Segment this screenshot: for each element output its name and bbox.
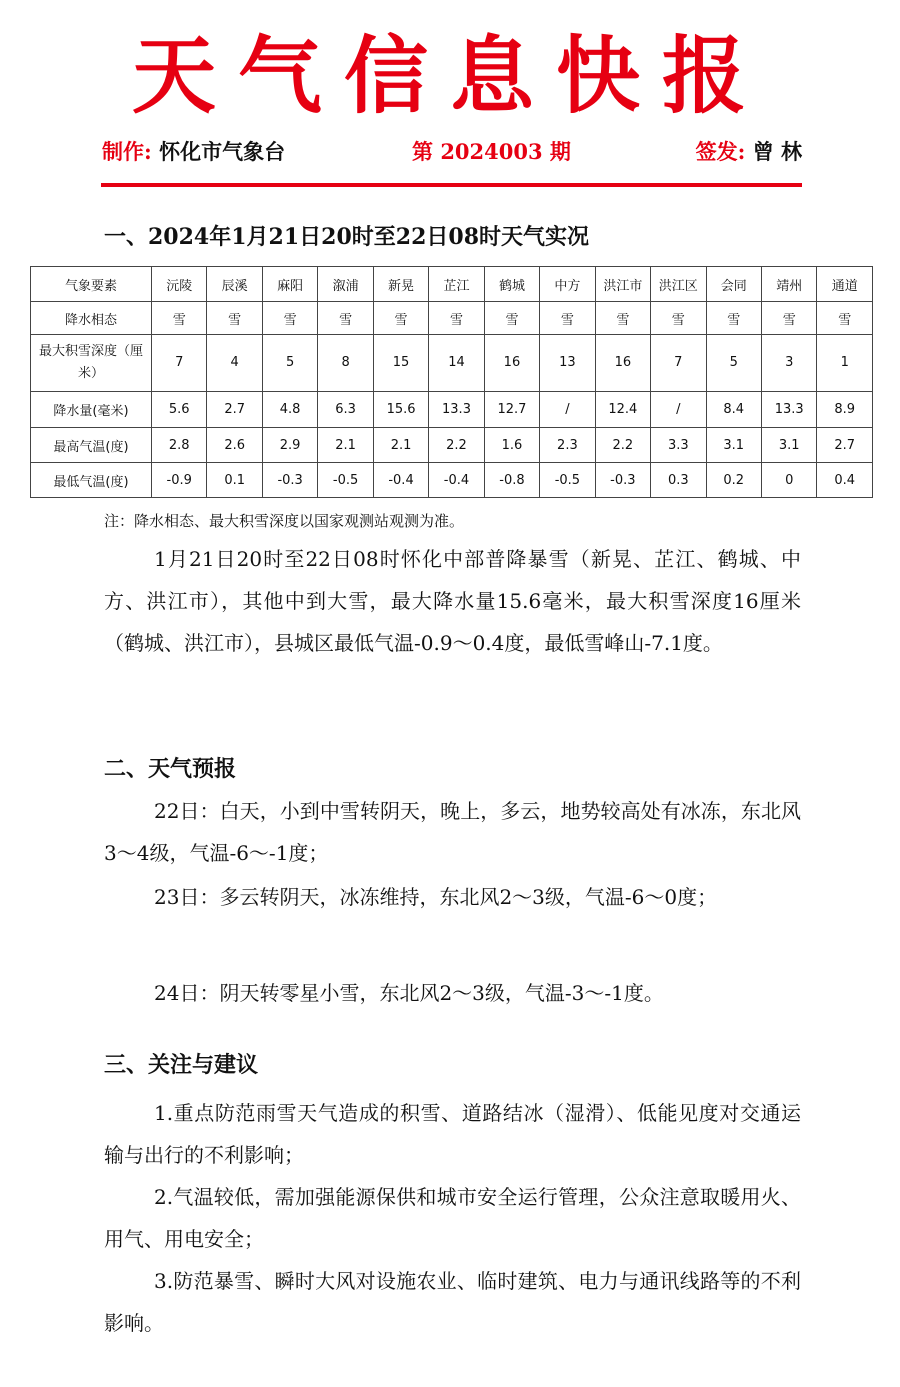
table-cell: 3.3 (651, 428, 706, 463)
forecast-day-24: 24日：阴天转零星小雪，东北风2～3级，气温-3～-1度。 (154, 981, 664, 1005)
table-header-row (31, 267, 873, 302)
suggestion-3: 3.防范暴雪、瞬时大风对设施农业、临时建筑、电力与通讯线路等的不利影响。 (104, 1269, 801, 1335)
table-cell: 雪 (817, 302, 873, 335)
table-cell: -0.5 (318, 463, 373, 498)
table-cell: 13.3 (761, 392, 816, 428)
table-cell: 5.6 (152, 392, 207, 428)
forecast-day-22: 22日：白天，小到中雪转阴天，晚上，多云，地势较高处有冰冻，东北风3～4级，气温-6～-1度； (104, 799, 801, 865)
table-row (31, 302, 873, 335)
table-cell: 3.1 (761, 428, 816, 463)
table-cell: -0.5 (540, 463, 595, 498)
table-cell: -0.8 (484, 463, 539, 498)
table-row-label: 降水相态 (31, 302, 152, 335)
maker-block (102, 136, 285, 168)
table-cell: 3 (761, 335, 816, 392)
table-header-cell: 洪江市 (595, 267, 650, 302)
table-cell: 8 (318, 335, 373, 392)
table-cell: 2.1 (318, 428, 373, 463)
table-header-cell: 通道 (817, 267, 873, 302)
table-cell: 雪 (706, 302, 761, 335)
table-cell: 14 (429, 335, 484, 392)
section-1-title: 一、2024年1月21日20时至22日08时天气实况 (104, 224, 589, 250)
table-header-cell: 辰溪 (207, 267, 262, 302)
table-cell: / (651, 392, 706, 428)
table-cell: 7 (651, 335, 706, 392)
suggestion-1: 1.重点防范雨雪天气造成的积雪、道路结冰（湿滑）、低能见度对交通运输与出行的不利影响； (104, 1101, 801, 1167)
table-cell: 雪 (262, 302, 317, 335)
table-header-cell: 洪江区 (651, 267, 706, 302)
table-row-label: 最大积雪深度（厘米） (31, 335, 152, 392)
table-cell: 2.7 (817, 428, 873, 463)
table-cell: -0.9 (152, 463, 207, 498)
table-cell: 雪 (484, 302, 539, 335)
table-cell: 2.9 (262, 428, 317, 463)
table-cell: 2.6 (207, 428, 262, 463)
table-cell: 16 (595, 335, 650, 392)
table-cell: 2.3 (540, 428, 595, 463)
table-cell: / (540, 392, 595, 428)
section-2-title: 二、天气预报 (104, 756, 237, 782)
maker-label: 制作: (102, 139, 152, 164)
table-cell: 15 (373, 335, 428, 392)
table-cell: -0.4 (429, 463, 484, 498)
table-cell: 2.1 (373, 428, 428, 463)
signer-label: 签发: (695, 139, 746, 164)
issue-prefix: 第 (412, 139, 433, 164)
table-cell: 5 (262, 335, 317, 392)
table-cell: -0.3 (262, 463, 317, 498)
table-cell: 7 (152, 335, 207, 392)
table-cell: 0.4 (817, 463, 873, 498)
table-cell: 2.2 (429, 428, 484, 463)
table-header-cell: 新晃 (373, 267, 428, 302)
table-cell: 6.3 (318, 392, 373, 428)
table-cell: -0.3 (595, 463, 650, 498)
table-row-label: 最低气温(度) (31, 463, 152, 498)
maker-name: 怀化市气象台 (159, 139, 286, 164)
table-cell: 3.1 (706, 428, 761, 463)
table-cell: 12.4 (595, 392, 650, 428)
table-header-cell: 中方 (540, 267, 595, 302)
table-header-cell: 沅陵 (152, 267, 207, 302)
table-header-cell: 芷江 (429, 267, 484, 302)
table-cell: 雪 (651, 302, 706, 335)
table-row (31, 463, 873, 498)
table-cell: 5 (706, 335, 761, 392)
table-cell: 2.2 (595, 428, 650, 463)
table-cell: 雪 (373, 302, 428, 335)
table-cell: 雪 (318, 302, 373, 335)
table-cell: 15.6 (373, 392, 428, 428)
suggestion-2: 2.气温较低，需加强能源保供和城市安全运行管理，公众注意取暖用火、用气、用电安全； (104, 1185, 801, 1251)
table-row (31, 335, 873, 392)
signer-block (696, 136, 802, 168)
table-cell: 雪 (429, 302, 484, 335)
table-cell: -0.4 (373, 463, 428, 498)
issue-number: 2024003 (440, 139, 543, 164)
table-cell: 雪 (540, 302, 595, 335)
table-header-cell: 鹤城 (484, 267, 539, 302)
table-header-cell: 会同 (706, 267, 761, 302)
table-cell: 雪 (595, 302, 650, 335)
table-cell: 雪 (761, 302, 816, 335)
table-cell: 雪 (152, 302, 207, 335)
table-header-cell: 溆浦 (318, 267, 373, 302)
observation-table (30, 266, 873, 498)
issue-number-block (412, 136, 571, 168)
masthead-title: 天气信息快报 (131, 27, 768, 125)
table-cell: 0.2 (706, 463, 761, 498)
table-cell: 0 (761, 463, 816, 498)
table-cell: 1 (817, 335, 873, 392)
table-cell: 8.4 (706, 392, 761, 428)
table-cell: 13.3 (429, 392, 484, 428)
table-cell: 1.6 (484, 428, 539, 463)
section-3-title: 三、关注与建议 (104, 1052, 259, 1078)
table-cell: 4 (207, 335, 262, 392)
forecast-day-23: 23日：多云转阴天，冰冻维持，东北风2～3级，气温-6～0度； (154, 885, 718, 909)
table-cell: 0.3 (651, 463, 706, 498)
table-cell: 雪 (207, 302, 262, 335)
table-cell: 12.7 (484, 392, 539, 428)
table-header-cell: 靖州 (761, 267, 816, 302)
issue-meta (102, 136, 802, 168)
table-note: 注：降水相态、最大积雪深度以国家观测站观测为准。 (104, 512, 465, 530)
table-header-cell: 麻阳 (262, 267, 317, 302)
table-row (31, 392, 873, 428)
table-cell: 2.8 (152, 428, 207, 463)
table-cell: 16 (484, 335, 539, 392)
table-row-label: 最高气温(度) (31, 428, 152, 463)
header-divider (101, 183, 802, 187)
table-row (31, 428, 873, 463)
table-row-label: 降水量(毫米) (31, 392, 152, 428)
table-cell: 0.1 (207, 463, 262, 498)
observation-summary: 1月21日20时至22日08时怀化中部普降暴雪（新晃、芷江、鹤城、中方、洪江市），其他中到大雪，最大降水量15.6毫米，最大积雪深度16厘米（鹤城、洪江市），县城区最低气温-0.9～0.4度，最低雪峰山-7.1度。 (104, 547, 801, 655)
table-cell: 4.8 (262, 392, 317, 428)
table-cell: 8.9 (817, 392, 873, 428)
issue-suffix: 期 (549, 139, 571, 164)
table-cell: 13 (540, 335, 595, 392)
table-header-cell: 气象要素 (31, 267, 152, 302)
table-cell: 2.7 (207, 392, 262, 428)
signer-name: 曾 林 (752, 139, 802, 164)
